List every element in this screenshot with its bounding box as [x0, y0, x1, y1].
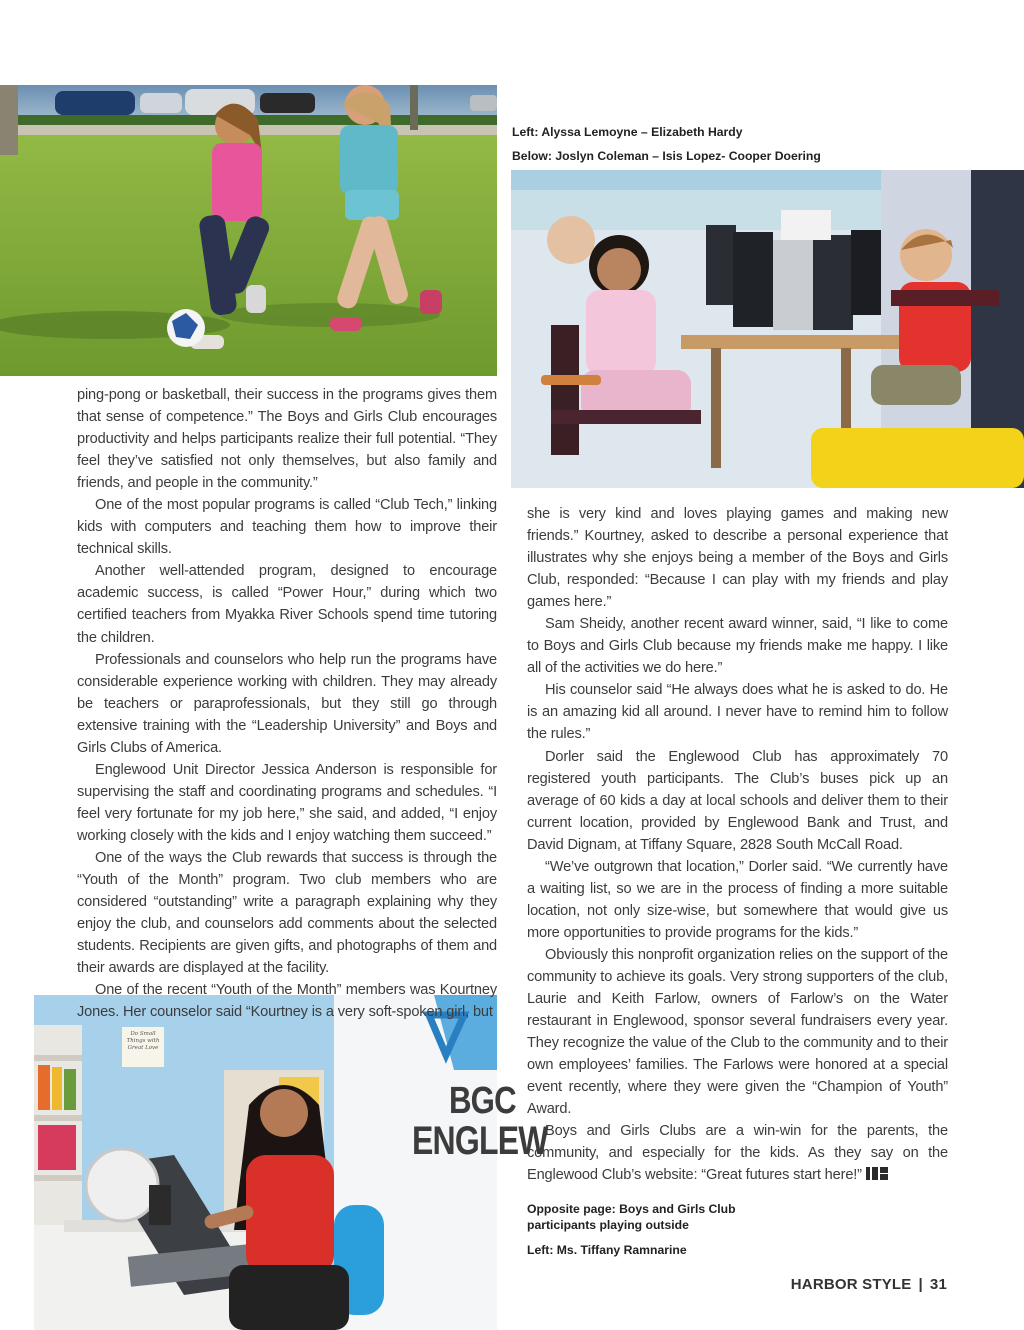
folio-separator: |: [918, 1276, 923, 1293]
paragraph: [527, 1120, 948, 1186]
caption-top-below: Below: Joslyn Coleman – Isis Lopez- Cooper Doering: [512, 149, 821, 163]
paragraph: she is very kind and loves playing games and making new friends.” Kourtney, asked to describe a personal experience that illustrates why she enjoys being a member of the Boys and Girls Club, responded: “Because I can play with my friends and play games here.”: [527, 506, 948, 611]
paragraph: Englewood Unit Director Jessica Anderson is responsible for supervising the staff and coordinating programs and schedules. “I feel very fortunate for my job here,” she said, and added, “I enjoy working closely with the kids and I enjoy watching them succeed.”: [77, 761, 497, 844]
paragraph: Professionals and counselors who help run the programs have considerable experience working with children. They may already be teachers or paraprofessionals, but they still go through extensive training with the “Leadership University” and Boys and Girls Clubs of America.: [77, 651, 497, 756]
caption-bottom-left: Left: Ms. Tiffany Ramnarine: [527, 1243, 687, 1257]
photo-staff-at-desk: [34, 995, 548, 1330]
closing-paragraph-text: Boys and Girls Clubs are a win-win for the parents, the community, and especially for the kids. As they say on the Englewood Club’s website: “Great futures start here!”: [527, 1123, 948, 1184]
photo-girls-playing-soccer: [0, 85, 497, 376]
caption-opposite-page: Opposite page: Boys and Girls Club participants playing outside: [527, 1202, 736, 1232]
article-left-column: [77, 384, 497, 1023]
paragraph: ping-pong or basketball, their success in the programs gives them that sense of competence.” The Boys and Girls Club encourages productivity and helps participants realize their full potential. “They feel they’ve satisfied not only themselves, but also family and friends, and people in the community.”: [77, 387, 497, 492]
end-of-article-icon: [866, 1167, 888, 1180]
article-right-column: [527, 503, 948, 1186]
paragraph: Another well-attended program, designed to encourage academic success, is called “Power Hour,” during which two certified teachers from Myakka River Schools spend time tutoring the children.: [77, 563, 497, 646]
paragraph: One of the ways the Club rewards that success is through the “Youth of the Month” program. Two club members who are considered “outstanding” write a paragraph explaining why they enjoy the club, and counselors add comments about the selected students. Recipients are given gifts, and photographs of them and their awards are displayed at the facility.: [77, 849, 497, 977]
page-folio: [791, 1276, 947, 1293]
whiteboard-quote: Do Small Things with Great Love: [126, 1031, 160, 1051]
paragraph: His counselor said “He always does what he is asked to do. He is an amazing kid all around. I never have to remind him to follow the rules.”: [527, 682, 948, 743]
magazine-name: HARBOR STYLE: [790, 1276, 912, 1293]
page-number: 31: [929, 1276, 947, 1293]
paragraph: Sam Sheidy, another recent award winner, said, “I like to come to Boys and Girls Club because my friends make me happy. I like all of the activities we do here.”: [527, 616, 948, 677]
wall-sign-line-2: ENGLEW: [412, 1119, 548, 1163]
paragraph: One of the most popular programs is called “Club Tech,” linking kids with computers and teaching them how to improve their technical skills.: [77, 497, 497, 558]
paragraph: Obviously this nonprofit organization relies on the support of the community to achieve its goals. Very strong supporters of the club, Laurie and Keith Farlow, owners of Farlow’s on the Water restaurant in Englewood, sponsor several fundraisers every year. They recognize the value of the Club to the community and to their own employees’ families. The Farlows were honored at a special event recently, where they were given the “Champion of Youth” Award.: [527, 946, 948, 1118]
photo-kids-at-computers: [511, 170, 1024, 488]
paragraph: Dorler said the Englewood Club has approximately 70 registered youth participants. The Club’s buses pick up an average of 60 kids a day at local schools and deliver them to their current location, provided by Englewood Bank and Trust, and David Dignam, at Tiffany Square, 2828 South McCall Road.: [527, 748, 948, 853]
wall-sign-line-1: BGC: [449, 1080, 516, 1122]
paragraph: One of the recent “Youth of the Month” members was Kourtney Jones. Her counselor said “Kourtney is a very soft-spoken girl, but: [77, 982, 497, 1021]
paragraph: “We’ve outgrown that location,” Dorler said. “We currently have a waiting list, so we are in the process of finding a more suitable location, not only size-wise, but somewhere that would give us more opportunities to provide programs for the kids.”: [527, 858, 948, 941]
caption-top-left: Left: Alyssa Lemoyne – Elizabeth Hardy: [512, 125, 743, 139]
